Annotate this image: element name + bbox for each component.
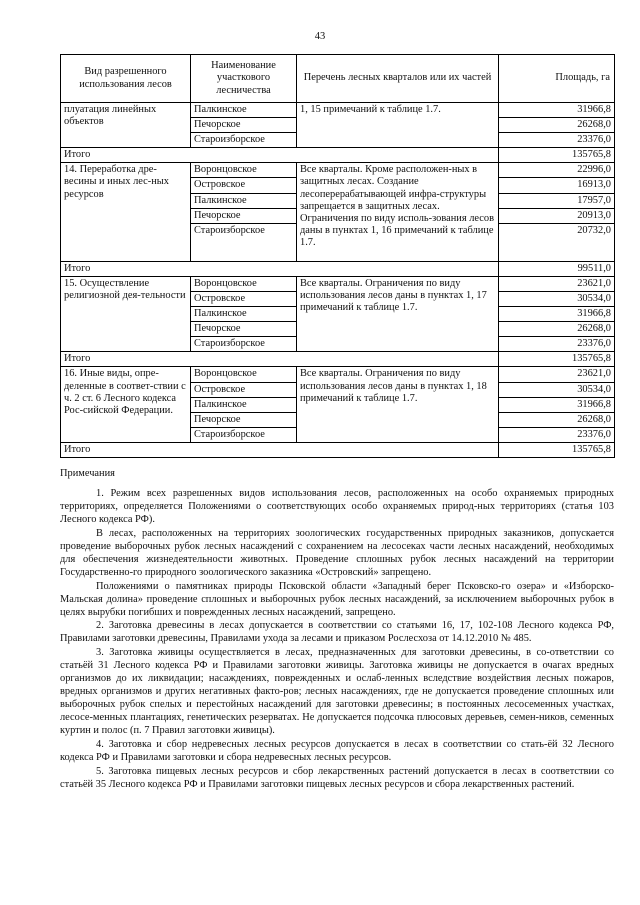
table-row — [61, 367, 615, 382]
total-label: Итого — [61, 148, 499, 163]
forestry-cell: Островское — [191, 382, 297, 397]
forest-use-table — [60, 54, 615, 458]
quarters-cell: Все кварталы. Ограничения по виду использования лесов даны в пунктах 1, 17 примечаний к таблице 1.7. — [297, 276, 499, 351]
area-cell: 20732,0 — [499, 223, 615, 261]
forestry-cell: Палкинское — [191, 397, 297, 412]
use-type-cell: плуатация линейных объектов — [61, 103, 191, 148]
area-cell: 31966,8 — [499, 307, 615, 322]
total-area: 99511,0 — [499, 261, 615, 276]
area-cell: 23376,0 — [499, 337, 615, 352]
note-paragraph: 1. Режим всех разрешенных видов использования лесов, расположенных на особо охраняемых природных территориях, определяется Положениями о соответствующих особо охраняемых природ-ных территориях (статья 103 Лесного кодекса РФ). — [60, 487, 614, 525]
area-cell: 30534,0 — [499, 382, 615, 397]
total-row — [61, 352, 615, 367]
note-paragraph: 2. Заготовка древесины в лесах допускается в соответствии со статьями 16, 17, 102-108 Лесного кодекса РФ, Правилами заготовки древесины, Правилами ухода за лесами и приказом Рослесхоза от 14.12.2010 № 485. — [60, 620, 614, 645]
note-paragraph: 3. Заготовка живицы осуществляется в лесах, предназначенных для заготовки древесины, в со-ответствии со статьёй 31 Лесного кодекса РФ и Правилами заготовки живицы. Заготовка живицы не допускается в очагах вредных организмов до их ликвидации; насаждениях, поврежденных и ослаб-ленных вследствие воздействия лесных пожаров, вредных организмов и других негативных факто-ров; лесных насаждениях, где не допускается проведение сплошных или выборочных рубок спелых и перестойных насаждений для заготовки древесины; в постоянных лесосеменных участках, лесосе-менных плантациях, генетических резерватах. Не допускается подсочка плюсовых деревьев, семен-ников, семенных куртин и полос (п. 7 Правил заготовки живицы). — [60, 647, 614, 737]
header-forestry: Наименование участкового лесничества — [191, 55, 297, 103]
note-paragraph: Положениями о памятниках природы Псковской области «Западный берег Псковско-го озера» и «Изборско-Мальская долина» проведение сплошных и выборочных рубок лесных насаждений, за исключением выборочных рубок в целях вырубки погибших и поврежденных лесных насаждений, запрещено. — [60, 580, 614, 618]
forestry-cell: Печорское — [191, 208, 297, 223]
forestry-cell: Островское — [191, 178, 297, 193]
header-quarters: Перечень лесных кварталов или их частей — [297, 55, 499, 103]
notes-section — [60, 468, 614, 792]
forestry-cell: Воронцовское — [191, 163, 297, 178]
note-paragraph: В лесах, расположенных на территориях зоологических государственных природных заказников, допускается проведение выборочных рубок лесных насаждений с сохранением на лесосеках части лесных насаждений, необходимых для обеспечения жизнедеятельности животных. Проведение сплошных рубок лесных насаждений на территории Государственно-го природного зоологического заказника «Островский» запрещено. — [60, 527, 614, 578]
header-use-type: Вид разрешенного использования лесов — [61, 55, 191, 103]
total-area: 135765,8 — [499, 442, 615, 457]
total-row — [61, 442, 615, 457]
total-area: 135765,8 — [499, 148, 615, 163]
area-cell: 26268,0 — [499, 322, 615, 337]
forestry-cell: Печорское — [191, 322, 297, 337]
quarters-cell: Все кварталы. Ограничения по виду использования лесов даны в пунктах 1, 18 примечаний к таблице 1.7. — [297, 367, 499, 442]
quarters-cell: Все кварталы. Кроме расположен-ных в защитных лесах. Создание лесоперерабатывающей инфра-структуры запрещается в защитных лесах. Ограничения по виду исполь-зования лесов даны в пунктах 1, 16 примечаний к таблице 1.7. — [297, 163, 499, 261]
area-cell: 30534,0 — [499, 291, 615, 306]
area-cell: 31966,8 — [499, 397, 615, 412]
note-paragraph: 4. Заготовка и сбор недревесных лесных ресурсов допускается в лесах в соответствии со стать-ёй 32 Лесного кодекса РФ и Правилами заготовки и сбора недревесных лесных ресурсов. — [60, 739, 614, 764]
area-cell: 23376,0 — [499, 427, 615, 442]
forestry-cell: Староизборское — [191, 337, 297, 352]
notes-heading: Примечания — [60, 468, 115, 479]
quarters-cell: 1, 15 примечаний к таблице 1.7. — [297, 103, 499, 148]
area-cell: 26268,0 — [499, 118, 615, 133]
forestry-cell: Палкинское — [191, 307, 297, 322]
total-row — [61, 148, 615, 163]
area-cell: 22996,0 — [499, 163, 615, 178]
area-cell: 23621,0 — [499, 367, 615, 382]
forestry-cell: Островское — [191, 291, 297, 306]
forestry-cell: Воронцовское — [191, 276, 297, 291]
area-cell: 26268,0 — [499, 412, 615, 427]
total-row — [61, 261, 615, 276]
table-header-row — [61, 55, 615, 103]
total-area: 135765,8 — [499, 352, 615, 367]
area-cell: 31966,8 — [499, 103, 615, 118]
area-cell: 23621,0 — [499, 276, 615, 291]
forestry-cell: Печорское — [191, 412, 297, 427]
area-cell: 16913,0 — [499, 178, 615, 193]
header-area: Площадь, га — [499, 55, 615, 103]
table-row — [61, 163, 615, 178]
forestry-cell: Староизборское — [191, 223, 297, 261]
total-label: Итого — [61, 442, 499, 457]
use-type-cell: 16. Иные виды, опре-деленные в соответ-ствии с ч. 2 ст. 6 Лесного кодекса Рос-сийской Федерации. — [61, 367, 191, 442]
page-number: 43 — [314, 31, 326, 42]
forestry-cell: Староизборское — [191, 133, 297, 148]
use-type-cell: 14. Переработка дре-весины и иных лес-ных ресурсов — [61, 163, 191, 261]
use-type-cell: 15. Осуществление религиозной дея-тельности — [61, 276, 191, 351]
total-label: Итого — [61, 352, 499, 367]
forestry-cell: Палкинское — [191, 193, 297, 208]
total-label: Итого — [61, 261, 499, 276]
forestry-cell: Печорское — [191, 118, 297, 133]
table-row — [61, 103, 615, 118]
area-cell: 20913,0 — [499, 208, 615, 223]
forestry-cell: Староизборское — [191, 427, 297, 442]
area-cell: 23376,0 — [499, 133, 615, 148]
forestry-cell: Палкинское — [191, 103, 297, 118]
area-cell: 17957,0 — [499, 193, 615, 208]
table-row — [61, 276, 615, 291]
forestry-cell: Воронцовское — [191, 367, 297, 382]
note-paragraph: 5. Заготовка пищевых лесных ресурсов и сбор лекарственных растений допускается в лесах в соответствии со статьёй 35 Лесного кодекса РФ и Правилами заготовки пищевых лесных ресурсов и сбора лекарственных растений. — [60, 765, 614, 790]
